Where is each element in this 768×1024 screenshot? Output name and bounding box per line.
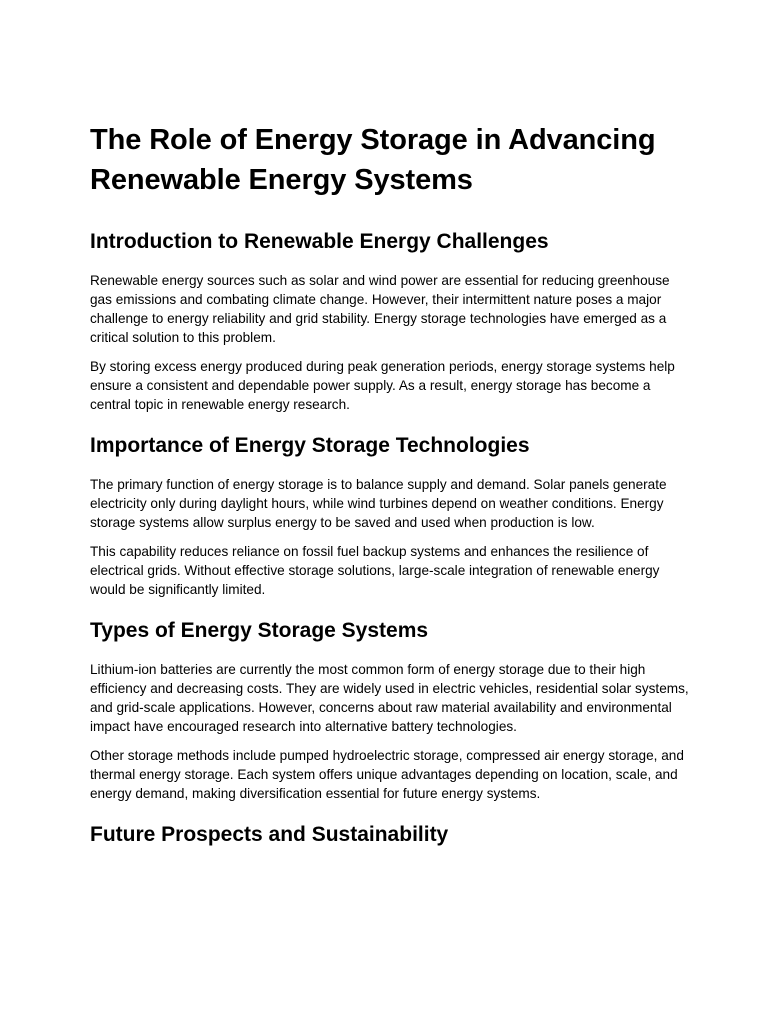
section-introduction — [90, 228, 690, 414]
paragraph: This capability reduces reliance on fossil fuel backup systems and enhances the resilience of electrical grids. Without effective storage solutions, large-scale integration of renewable energy would be significantly limited. — [90, 544, 660, 597]
section-heading: Importance of Energy Storage Technologies — [90, 434, 530, 457]
section-types — [90, 617, 690, 803]
section-heading: Future Prospects and Sustainability — [90, 823, 449, 846]
paragraph: Renewable energy sources such as solar and wind power are essential for reducing greenhouse gas emissions and combating climate change. However, their intermittent nature poses a major challenge to energy reliability and grid stability. Energy storage technologies have emerged as a critical solution to this problem. — [90, 273, 670, 345]
document-page — [90, 120, 690, 864]
section-heading: Types of Energy Storage Systems — [90, 619, 429, 642]
paragraph: Lithium-ion batteries are currently the most common form of energy storage due to their high efficiency and decreasing costs. They are widely used in electric vehicles, residential solar systems, and grid-scale applications. However, concerns about raw material availability and environmental impact have encouraged research into alternative battery technologies. — [90, 662, 689, 734]
section-importance — [90, 432, 690, 599]
section-heading: Introduction to Renewable Energy Challenges — [90, 230, 549, 253]
paragraph: Other storage methods include pumped hydroelectric storage, compressed air energy storage, and thermal energy storage. Each system offers unique advantages depending on location, scale, and energy demand, making diversification essential for future energy systems. — [90, 748, 684, 801]
paragraph: The primary function of energy storage is to balance supply and demand. Solar panels generate electricity only during daylight hours, while wind turbines depend on weather conditions. Energy storage systems allow surplus energy to be saved and used when production is low. — [90, 477, 667, 530]
paragraph: By storing excess energy produced during peak generation periods, energy storage systems help ensure a consistent and dependable power supply. As a result, energy storage has become a central topic in renewable energy research. — [90, 359, 675, 412]
document-title: The Role of Energy Storage in Advancing Renewable Energy Systems — [90, 124, 656, 196]
section-future — [90, 821, 690, 849]
